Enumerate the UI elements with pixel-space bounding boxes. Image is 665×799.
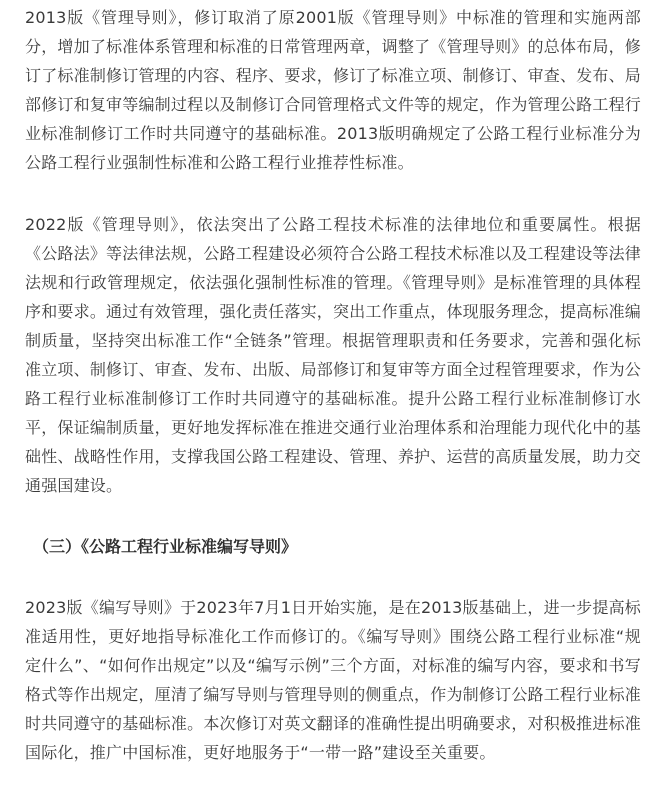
paragraph-spacer bbox=[25, 561, 641, 593]
paragraph-2023-edition: 2023版《编写导则》于2023年7月1日开始实施，是在2013版基础上，进一步提高标准适用性，更好地指导标准化工作而修订的。《编写导则》围绕公路工程行业标准“规定什么”、“如何作出规定”以及“编写示例”三个方面，对标准的编写内容，要求和书写格式等作出规定，厘清了编写导则与管理导则的侧重点，作为制修订公路工程行业标准时共同遵守的基础标准。本次修订对英文翻译的准确性提出明确要求，对积极推进标准国际化，推广中国标准，更好地服务于“一带一路”建设至关重要。 bbox=[25, 598, 641, 762]
section-heading: （三）《公路工程行业标准编写导则》 bbox=[33, 537, 298, 556]
paragraph-spacer bbox=[25, 500, 641, 532]
paragraph-spacer bbox=[25, 177, 641, 210]
paragraph-2013-edition: 2013版《管理导则》，修订取消了原2001版《管理导则》中标准的管理和实施两部分，增加了标准体系管理和标准的日常管理两章，调整了《管理导则》的总体布局，修订了标准制修订管理的内容、程序、要求，修订了标准立项、制修订、审查、发布、局部修订和复审等编制过程以及制修订合同管理格式文件等的规定，作为管理公路工程行业标准制修订工作时共同遵守的基础标准。2013版明确规定了公路工程行业标准分为公路工程行业强制性标准和公路工程行业推荐性标准。 bbox=[25, 8, 641, 172]
paragraph-2022-edition: 2022版《管理导则》，依法突出了公路工程技术标准的法律地位和重要属性。根据《公路法》等法律法规，公路工程建设必须符合公路工程技术标准以及工程建设等法律法规和行政管理规定，依法强化强制性标准的管理。《管理导则》是标准管理的具体程序和要求。通过有效管理，强化责任落实，突出工作重点，体现服务理念，提高标准编制质量，坚持突出标准工作“全链条”管理。根据管理职责和任务要求，完善和强化标准立项、制修订、审查、发布、出版、局部修订和复审等方面全过程管理要求，作为公路工程行业标准制修订工作时共同遵守的基础标准。提升公路工程行业标准制修订水平，保证编制质量，更好地发挥标准在推进交通行业治理体系和治理能力现代化中的基础性、战略性作用，支撑我国公路工程建设、管理、养护、运营的高质量发展，助力交通强国建设。 bbox=[25, 215, 641, 495]
